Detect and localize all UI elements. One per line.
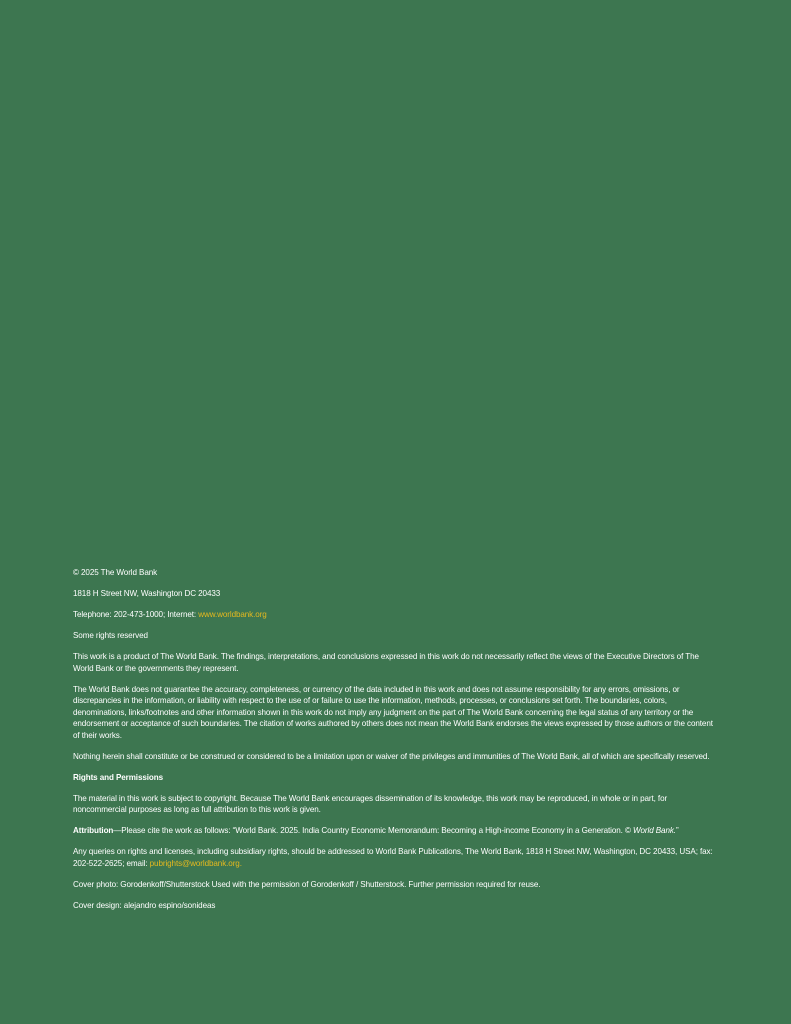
telephone-text: Telephone: 202-473-1000; Internet: — [73, 610, 199, 619]
address-line: 1818 H Street NW, Washington DC 20433 — [73, 589, 221, 598]
queries-text: Any queries on rights and licenses, including subsidiary rights, should be addressed to World Bank Publications, The World Bank, 1818 H Street NW, Washington, DC 20433, USA; fax: 202-522-2625; email: — [73, 847, 713, 868]
product-statement: This work is a product of The World Bank. The findings, interpretations, and conclusions expressed in this work do not necessarily reflect the views of the Executive Directors of The World Bank or the governments they represent. — [73, 652, 699, 673]
copyright-notice-paragraph: The material in this work is subject to copyright. Because The World Bank encourages dissemination of its knowledge, this work may be reproduced, in whole or in part, for noncommercial purposes as long as full attribution to this work is given. — [73, 793, 668, 814]
cover-photo-credit: Cover photo: Gorodenkoff/Shutterstock Used with the permission of Gorodenkoff / Shutterstock. Further permission required for reuse. — [73, 879, 541, 889]
queries-paragraph — [73, 846, 718, 869]
attribution-italic: World Bank. — [632, 826, 676, 835]
attribution-text: —Please cite the work as follows: “World Bank. 2025. India Country Economic Memorandum: Becoming a High-income Economy in a Generation. © — [113, 826, 633, 835]
attribution-paragraph — [73, 825, 718, 837]
attribution-end: ” — [675, 826, 679, 835]
website-link[interactable]: www.worldbank.org — [198, 610, 267, 619]
contact-line — [73, 609, 718, 621]
attribution-label: Attribution — [73, 826, 114, 835]
privileges-paragraph: Nothing herein shall constitute or be construed or considered to be a limitation upon or waiver of the privileges and immunities of The World Bank, all of which are specifically reserved. — [73, 751, 710, 761]
rights-reserved-line: Some rights reserved — [73, 631, 148, 640]
copyright-page-text — [73, 567, 718, 921]
copyright-line: © 2025 The World Bank — [73, 568, 158, 577]
email-link[interactable]: pubrights@worldbank.org. — [149, 858, 242, 868]
rights-permissions-heading: Rights and Permissions — [73, 772, 164, 782]
disclaimer-paragraph: The World Bank does not guarantee the accuracy, completeness, or currency of the data included in this work and does not assume responsibility for any errors, omissions, or discrepancies in the information, or liability with respect to the use of or failure to use the information, methods, processes, or conclusions set forth. The boundaries, colors, denominations, links/footnotes and other information shown in this work do not imply any judgment on the part of The World Bank concerning the legal status of any territory or the endorsement or acceptance of such boundaries. The citation of works authored by others does not mean the World Bank endorses the views expressed by those authors or the content of their works. — [73, 684, 713, 740]
cover-design-credit: Cover design: alejandro espino/sonideas — [73, 900, 216, 910]
